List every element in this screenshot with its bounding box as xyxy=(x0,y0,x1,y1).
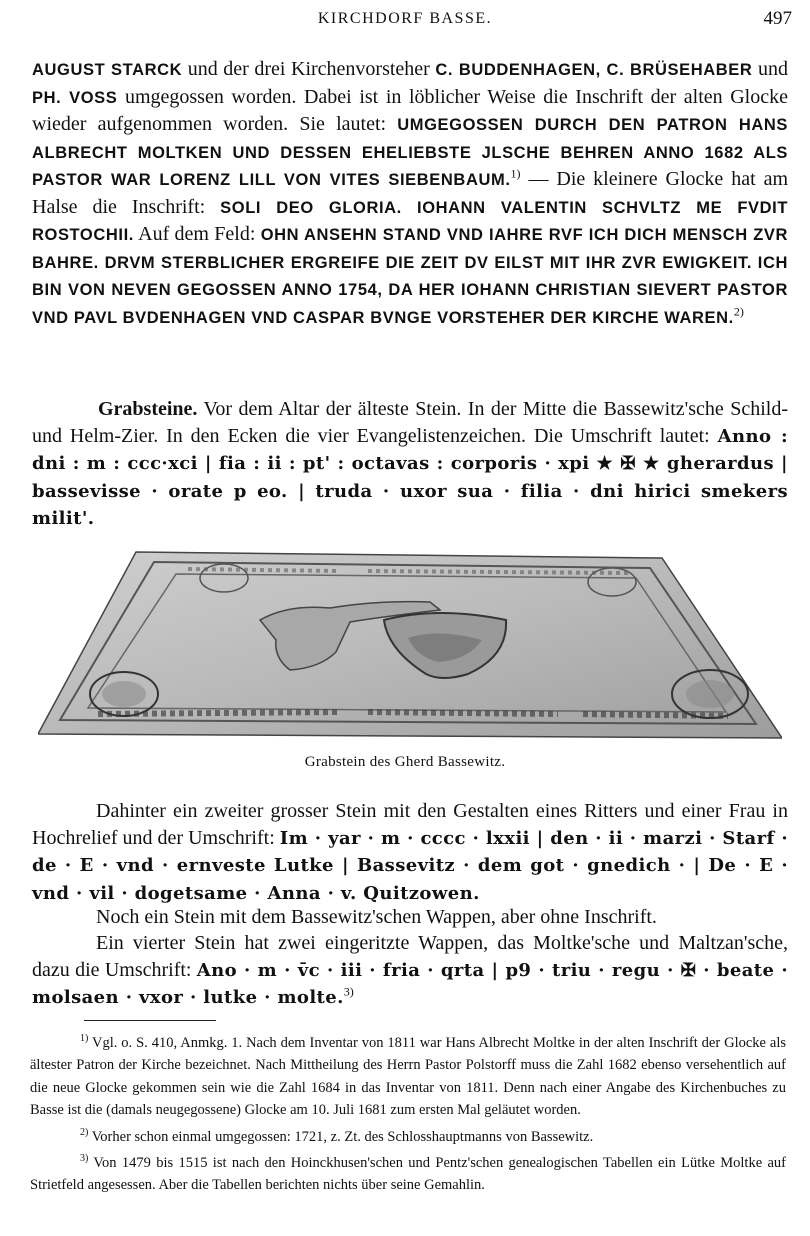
churchwarden-names: C. BUDDENHAGEN, C. BRÜSEHABER xyxy=(435,61,753,79)
tombstone-inscription: Anno : dni : m : ccc·xci | fia : ii : pt' : octavas : corporis · xpi ★ ✠ ★ gherardus | bassevisse · orate p eo. | truda · uxor sua · filia · dni hirici smekers milit'. xyxy=(32,425,788,529)
text-run: und xyxy=(752,58,788,80)
old-bell-inscription: UMGEGOSSEN DURCH DEN PATRON HANS ALBRECHT MOLTKEN UND DESSEN EHELIEBSTE JLSCHE BEHREN ANNO 1682 ALS PASTOR WAR LORENZ LILL VON VITES SIEBENBAUM. xyxy=(32,116,788,189)
footnote-ref: 3) xyxy=(343,984,354,999)
text-run: Dahinter ein zweiter grosser Stein mit den Gestalten eines Ritters und einer Frau in Hochrelief und der Umschrift: xyxy=(32,800,788,849)
founder-name: AUGUST STARCK xyxy=(32,61,183,79)
footnote-ref: 1) xyxy=(510,166,521,181)
section-heading: Grabsteine. xyxy=(98,398,198,420)
figure-caption: Grabstein des Gherd Bassewitz. xyxy=(304,754,506,770)
text-run: Vor dem Altar der älteste Stein. In der Mitte die Bassewitz'sche Schild- und Helm-Zier. In den Ecken die vier Evangelistenzeichen. Die Umschrift lautet: xyxy=(32,398,788,447)
footnote-2 xyxy=(30,1122,786,1148)
tombstone-photo xyxy=(38,548,782,740)
text-run: umgegossen worden. Dabei ist in löblicher Weise die Inschrift der alten Glocke wieder aufgenommen worden. Sie lautet: xyxy=(32,85,788,135)
tombstone-image xyxy=(38,548,782,740)
text-run: Noch ein Stein mit dem Bassewitz'schen Wappen, aber ohne Inschrift. xyxy=(96,906,657,928)
bell-paragraph xyxy=(32,56,788,331)
churchwarden-name: PH. VOSS xyxy=(32,88,118,107)
page-number: 497 xyxy=(763,8,792,29)
footnote-divider xyxy=(84,1020,216,1021)
text-run: — Die kleinere Glocke hat am Halse die Inschrift: xyxy=(32,168,788,218)
text-run: Ein vierter Stein hat zwei eingeritzte Wappen, das Moltke'sche und Maltzan'sche, dazu die Umschrift: xyxy=(32,932,788,981)
fourth-stone-inscription: Ano · m · v̄c · iii · fria · qrta | p9 · triu · regu · ✠ · beate · molsaen · vxor · lutke · molte. xyxy=(32,959,788,1008)
second-stone-inscription: Im · yar · m · cccc · lxxii | den · ii · marzi · Starf · de · E · vnd · ernveste Lutke | Bassevitz · dem got · gnedich · | De · E · vnd · vil · dogetsame · Anna · v. Quitzowen. xyxy=(32,827,788,904)
footnote-text: Vgl. o. S. 410, Anmkg. 1. Nach dem Inventar von 1811 war Hans Albrecht Moltke in der alten Inschrift der Glocke als ältester Patron der Kirche bezeichnet. Nach Mittheilung des Herrn Pastor Polstorff muss die Zahl 1682 ebenso versehentlich auf die neue Glocke gekommen sein wie die Zahl 1684 in das Inventar von 1811. Denn nach einer Angabe des Kirchenbuches zu Basse ist die (damals neugegossene) Glocke am 10. Juli 1681 zum ersten Mal geläutet worden. xyxy=(30,1034,786,1119)
third-stone-paragraph xyxy=(32,904,788,931)
text-run: Auf dem Feld: xyxy=(133,223,261,245)
field-inscription: OHN ANSEHN STAND VND IAHRE RVF ICH DICH MENSCH ZVR BAHRE. DRVM STERBLICHER ERGREIFE DIE ZEIT DV EILST MIT IHR ZVR EWIGKEIT. ICH BIN VON NEVEN GEGOSSEN ANNO 1754, DA HER IOHANN CHRISTIAN SIEVERT PASTOR VND PAVL BVDENHAGEN VND CASPAR BVNGE VORSTEHER DER KIRCHE WAREN. xyxy=(32,226,789,327)
second-stone-paragraph xyxy=(32,798,788,907)
small-bell-inscription: SOLI DEO GLORIA. IOHANN VALENTIN SCHVLTZ ME FVDIT ROSTOCHII. xyxy=(32,198,789,244)
footnote-3 xyxy=(30,1148,786,1197)
running-head xyxy=(0,8,810,30)
footnote-mark: 2) xyxy=(80,1126,89,1138)
footnote-mark: 3) xyxy=(80,1153,89,1165)
footnote-mark: 1) xyxy=(80,1033,89,1044)
fourth-stone-paragraph xyxy=(32,930,788,1012)
running-title: KIRCHDORF BASSE. xyxy=(317,10,493,27)
footnote-1 xyxy=(30,1028,786,1122)
grabsteine-paragraph xyxy=(32,396,788,533)
text-run: und der drei Kirchenvorsteher xyxy=(182,58,436,80)
footnote-text: Vorher schon einmal umgegossen: 1721, z. Zt. des Schlosshauptmanns von Bassewitz. xyxy=(88,1128,594,1145)
footnotes xyxy=(30,1028,786,1197)
footnote-text: Von 1479 bis 1515 ist nach den Hoinckhusen'schen und Pentz'schen genealogischen Tabellen ein Lütke Moltke auf Strietfeld angesessen. Aber die Tabellen berichten nichts über seine Gemahlin. xyxy=(30,1154,786,1194)
footnote-ref: 2) xyxy=(733,303,744,318)
